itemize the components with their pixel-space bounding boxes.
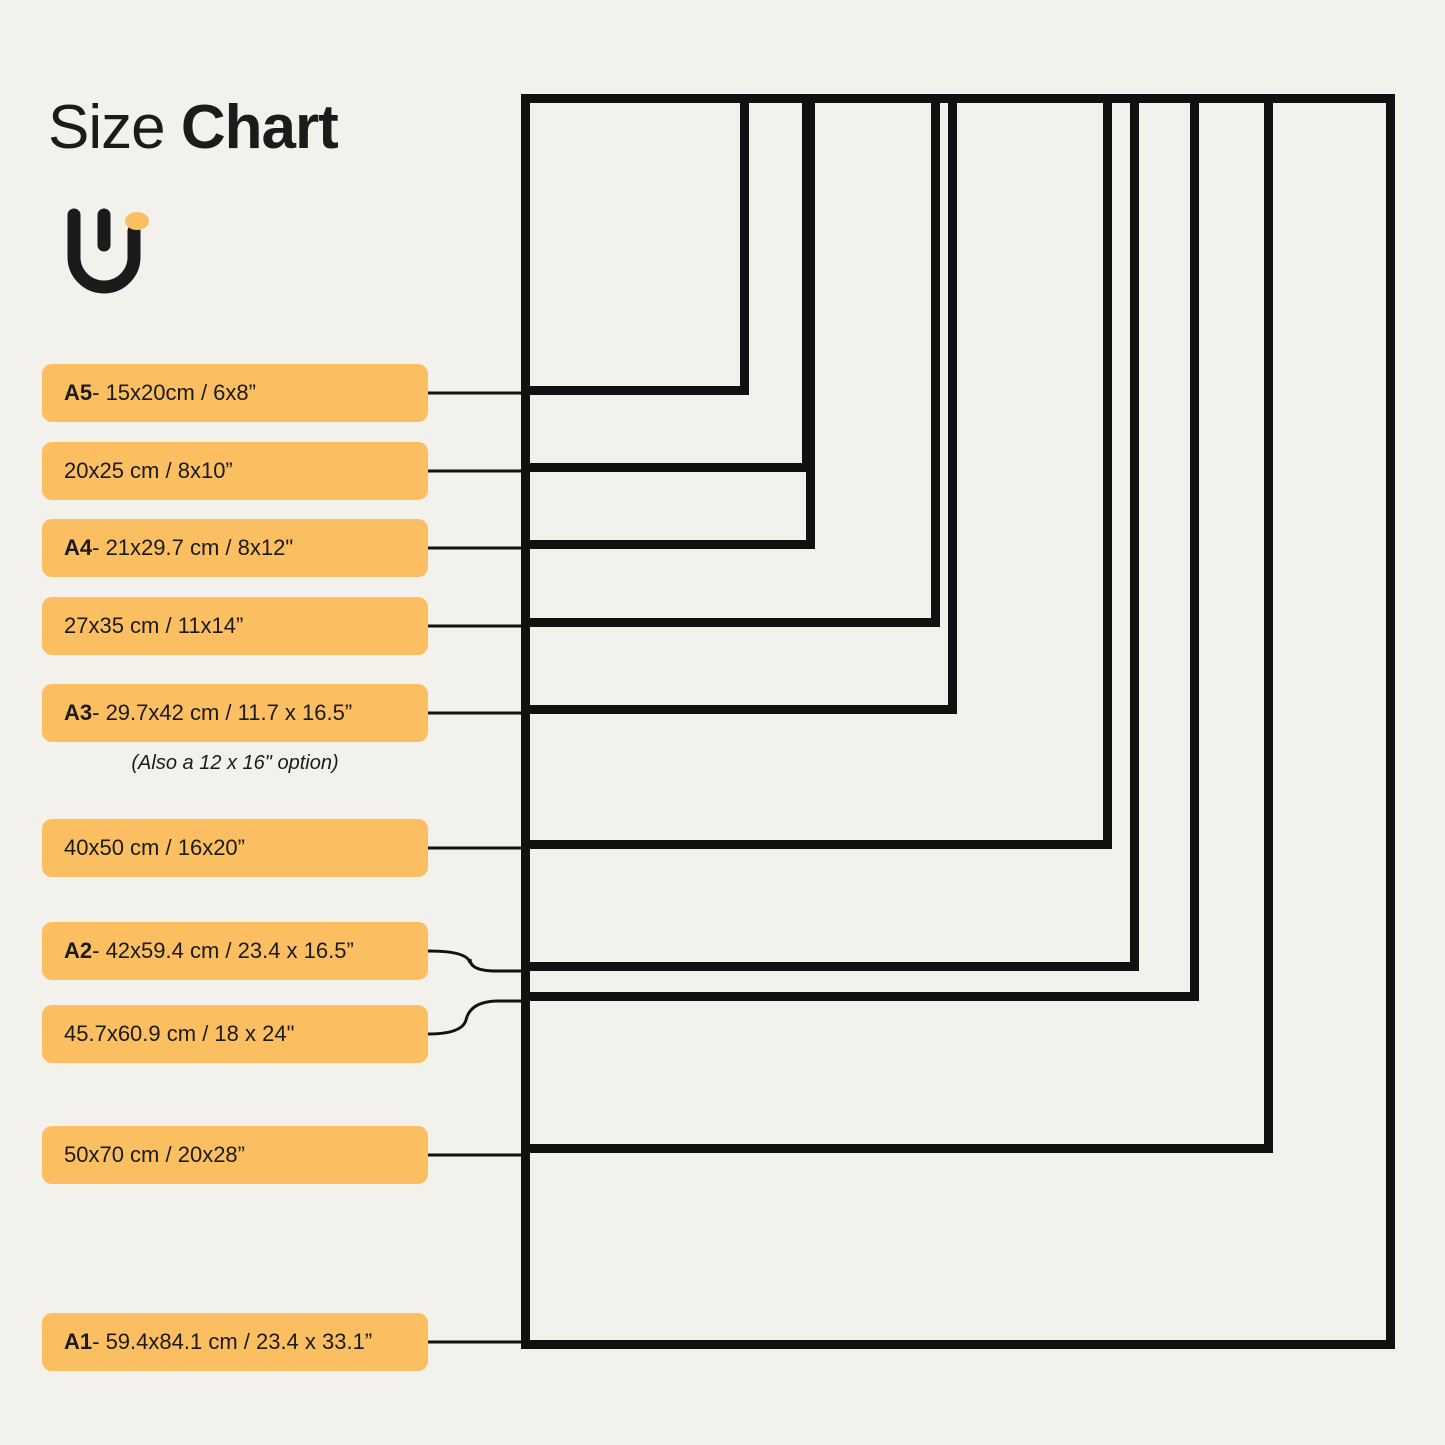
page-title-light: Size — [48, 93, 181, 162]
size-text-a3: - 29.7x42 cm / 11.7 x 16.5” — [92, 700, 353, 725]
size-text-a4: - 21x29.7 cm / 8x12" — [92, 535, 294, 560]
size-code-a2: A2 — [64, 938, 93, 963]
size-label-a2[interactable] — [42, 922, 428, 980]
page-title-bold: Chart — [180, 93, 338, 162]
size-code-a3: A3 — [64, 700, 93, 725]
size-label-a4[interactable] — [42, 519, 428, 577]
size-text-20x25: 20x25 cm / 8x10” — [64, 458, 233, 483]
size-subnote-a3: (Also a 12 x 16" option) — [131, 752, 339, 774]
size-code-a4: A4 — [64, 535, 93, 560]
size-text-40x50: 40x50 cm / 16x20” — [64, 835, 245, 860]
size-label-a1[interactable] — [42, 1313, 428, 1371]
size-label-20x25[interactable] — [42, 442, 428, 500]
size-label-a3[interactable] — [42, 684, 428, 742]
size-text-50x70: 50x70 cm / 20x28” — [64, 1142, 245, 1167]
page-title — [48, 92, 338, 163]
size-code-a5: A5 — [64, 380, 93, 405]
size-label-50x70[interactable] — [42, 1126, 428, 1184]
size-text-45x60: 45.7x60.9 cm / 18 x 24" — [64, 1021, 295, 1046]
frame-a5 — [521, 94, 749, 395]
leader-45x60 — [428, 1001, 521, 1034]
size-label-40x50[interactable] — [42, 819, 428, 877]
leader-a2 — [428, 951, 521, 971]
size-text-a5: - 15x20cm / 6x8” — [92, 380, 256, 405]
size-label-27x35[interactable] — [42, 597, 428, 655]
brand-logo-icon — [58, 205, 154, 301]
size-text-27x35: 27x35 cm / 11x14” — [64, 613, 244, 638]
size-label-45x60[interactable] — [42, 1005, 428, 1063]
size-code-a1: A1 — [64, 1329, 93, 1354]
size-label-a5[interactable] — [42, 364, 428, 422]
size-text-a2: - 42x59.4 cm / 23.4 x 16.5” — [92, 938, 354, 963]
size-text-a1: - 59.4x84.1 cm / 23.4 x 33.1” — [92, 1329, 373, 1354]
